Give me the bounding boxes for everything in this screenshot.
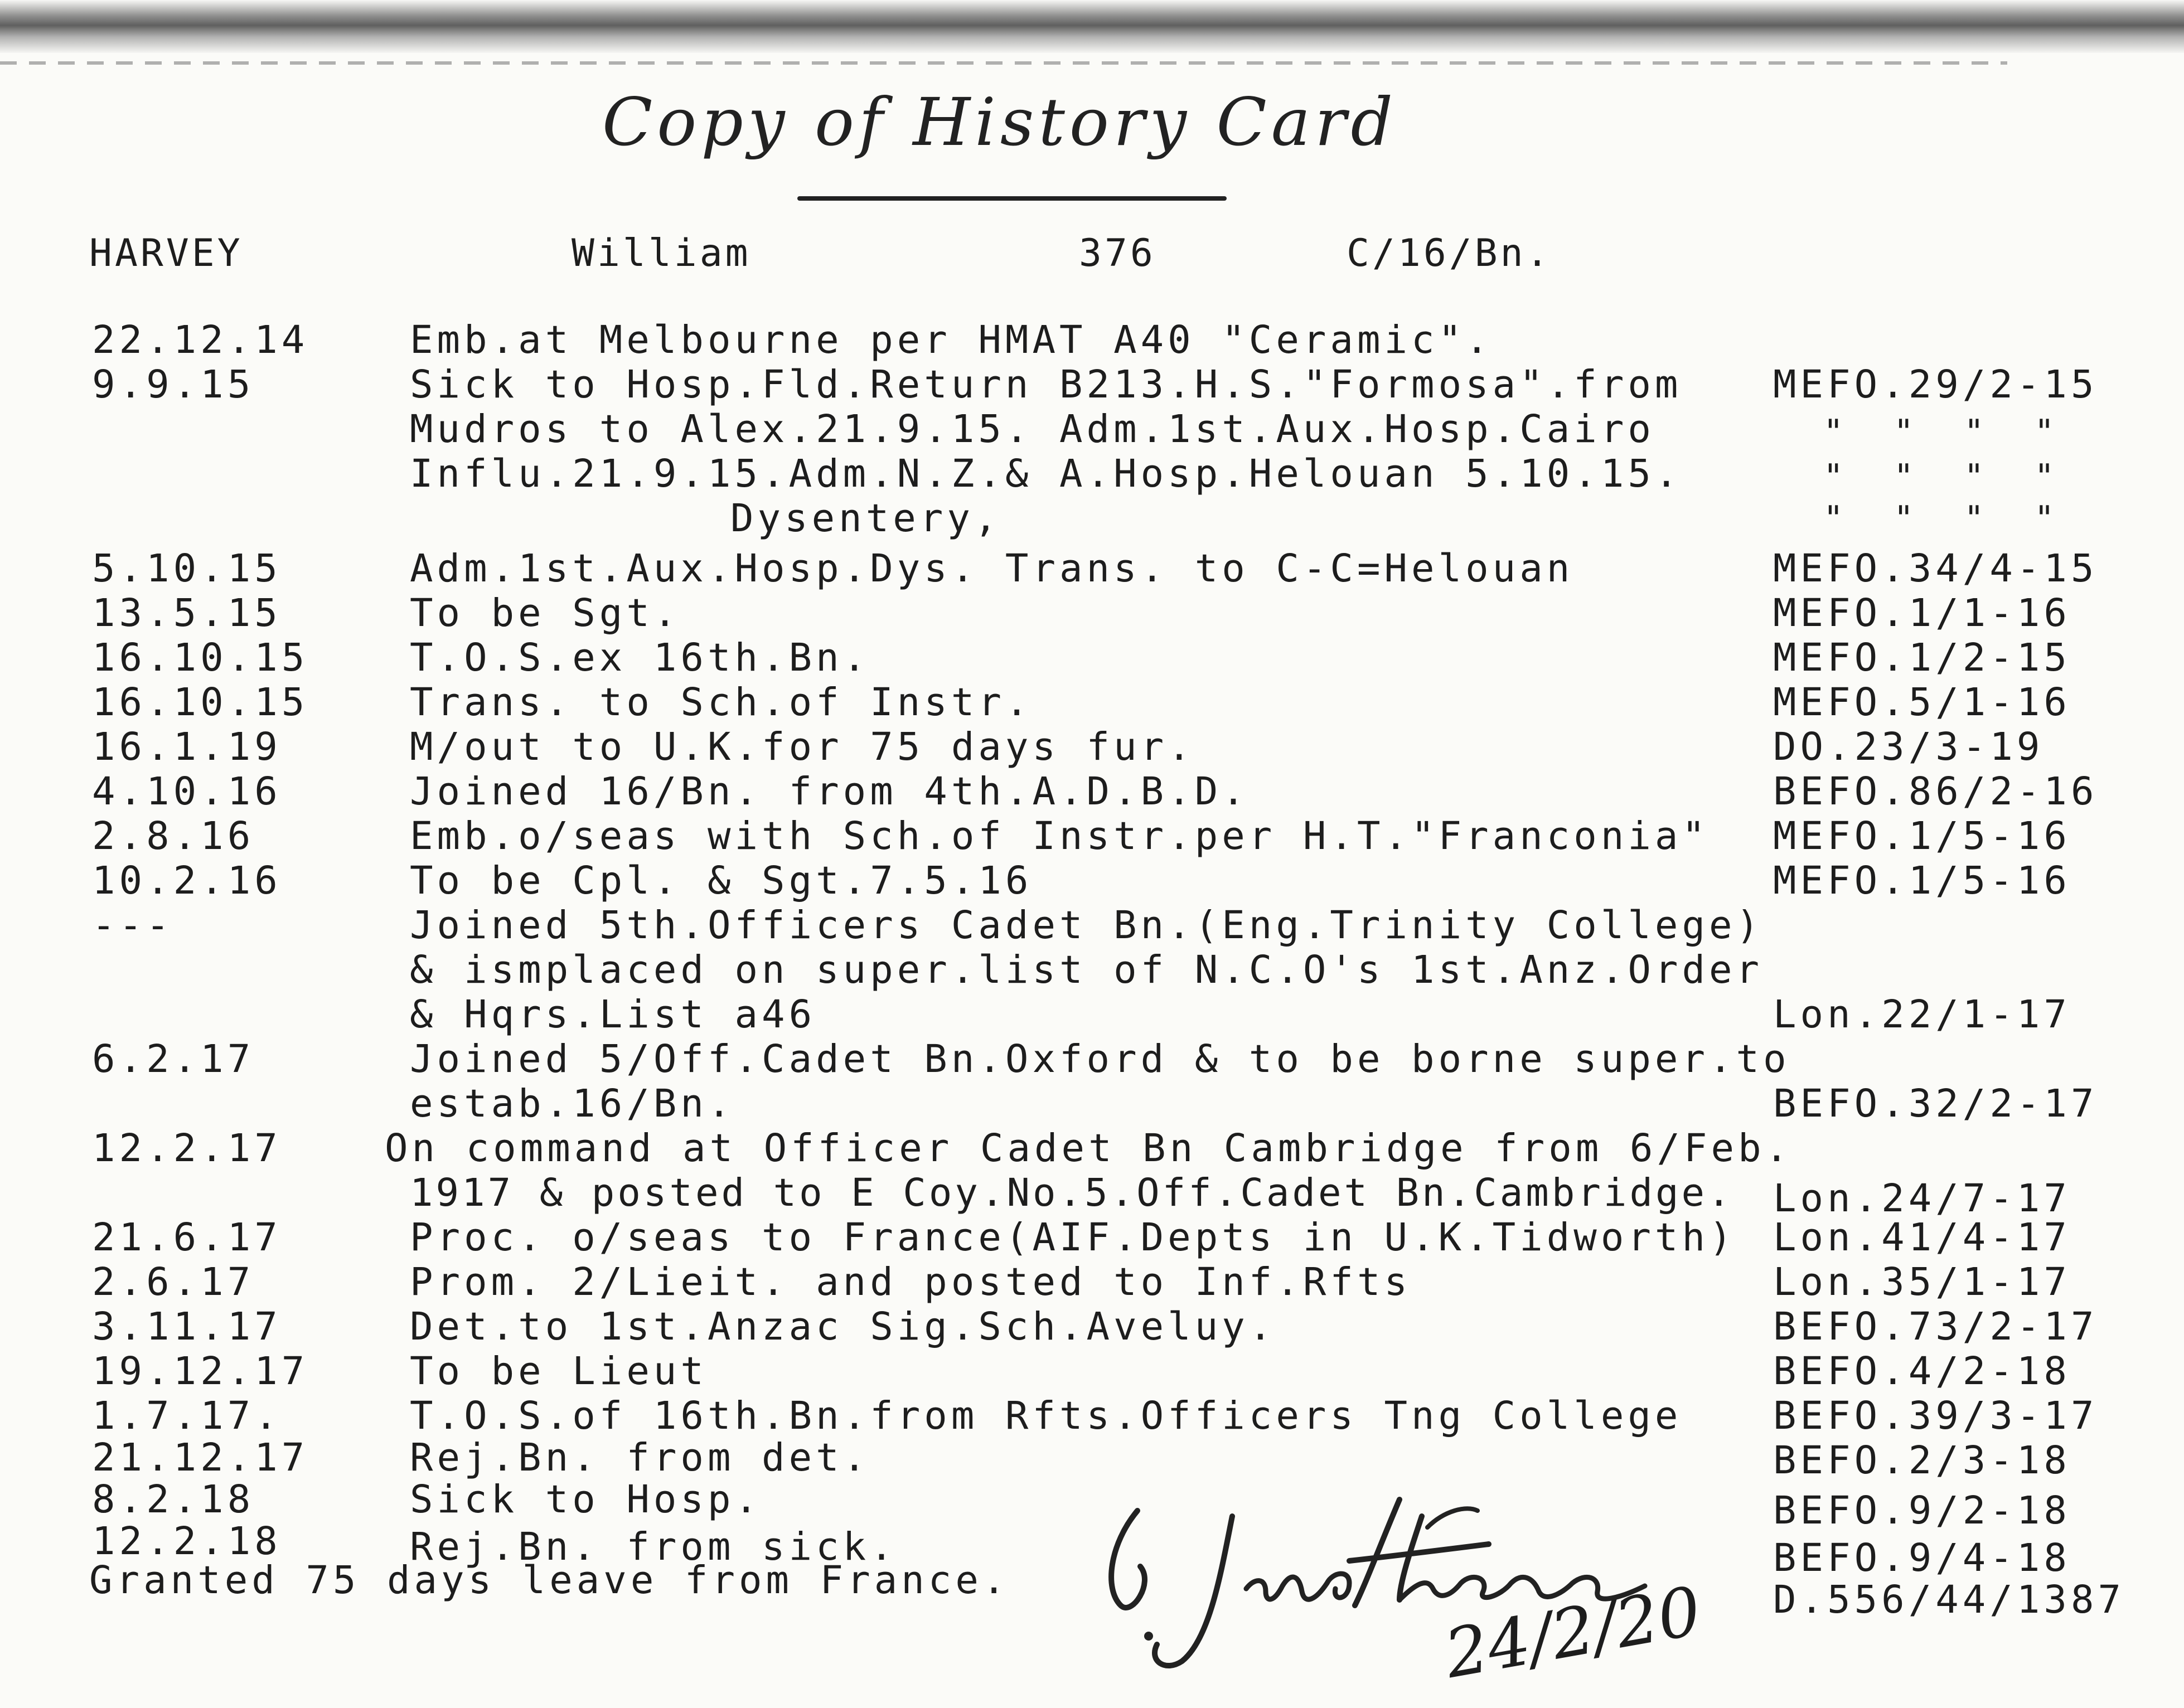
- entry-date: 16.10.15: [92, 635, 309, 680]
- entry-text: Prom. 2/Lieit. and posted to Inf.Rfts: [410, 1260, 1412, 1304]
- entry-text: M/out to U.K.for 75 days fur.: [410, 725, 1195, 769]
- entry-ref: BEFO.32/2-17: [1773, 1081, 2098, 1126]
- entry-text: To be Lieut: [410, 1349, 708, 1394]
- entry-date: 16.1.19: [92, 725, 282, 769]
- signature-date: 24/2/20: [1439, 1572, 1707, 1694]
- scan-top-edge: [0, 0, 2184, 53]
- entry-text: 1917 & posted to E Coy.No.5.Off.Cadet Bn.Cambridge.: [410, 1171, 1733, 1215]
- entry-ref: MEFO.29/2-15: [1773, 362, 2098, 407]
- entry-text: Joined 5th.Officers Cadet Bn.(Eng.Trinity College): [410, 903, 1764, 948]
- entry-date: 8.2.18: [92, 1477, 255, 1522]
- entry-text: Adm.1st.Aux.Hosp.Dys. Trans. to C-C=Helouan: [410, 546, 1574, 591]
- entry-text: Proc. o/seas to France(AIF.Depts in U.K.Tidworth): [410, 1215, 1736, 1260]
- leave-note: Granted 75 days leave from France.: [89, 1558, 1010, 1603]
- ditto-marks: """": [1823, 457, 2105, 496]
- entry-ref: MEFO.1/5-16: [1773, 814, 2071, 858]
- entry-date: 1.7.17.: [92, 1394, 282, 1438]
- entry-text: Rej.Bn. from sick.: [410, 1525, 897, 1569]
- final-reference: D.556/44/1387: [1773, 1578, 2125, 1622]
- entry-text: & Hqrs.List a46: [410, 992, 816, 1037]
- entry-text: Joined 16/Bn. from 4th.A.D.B.D.: [410, 769, 1249, 814]
- entry-ref: BEFO.86/2-16: [1773, 769, 2098, 814]
- entry-date: 9.9.15: [92, 362, 255, 407]
- entry-text: T.O.S.ex 16th.Bn.: [410, 635, 870, 680]
- scan-dashed-line: [0, 61, 2007, 65]
- entry-text: Dysentery,: [730, 496, 1001, 541]
- entry-ref: BEFO.9/2-18: [1773, 1488, 2071, 1533]
- entry-ref: Lon.35/1-17: [1773, 1260, 2071, 1304]
- entry-text: Trans. to Sch.of Instr.: [410, 680, 1033, 725]
- entry-text: Sick to Hosp.Fld.Return B213.H.S."Formosa".from: [410, 362, 1682, 407]
- entry-ref: BEFO.9/4-18: [1773, 1536, 2071, 1580]
- entry-text: To be Cpl. & Sgt.7.5.16: [410, 858, 1033, 903]
- entry-date: 21.12.17: [92, 1435, 309, 1480]
- entry-text: Sick to Hosp.: [410, 1477, 762, 1522]
- entry-ref: MEFO.1/5-16: [1773, 858, 2071, 903]
- entry-ref: BEFO.39/3-17: [1773, 1394, 2098, 1438]
- surname: HARVEY: [89, 231, 243, 275]
- document-title: Copy of History Card: [602, 84, 1398, 161]
- entry-date: 13.5.15: [92, 591, 282, 635]
- given-name: William: [572, 231, 751, 275]
- entry-date: 12.2.18: [92, 1519, 282, 1564]
- entry-ref: MEFO.1/1-16: [1773, 591, 2071, 635]
- entry-text: Mudros to Alex.21.9.15. Adm.1st.Aux.Hosp.Cairo: [410, 407, 1655, 452]
- entry-text: Joined 5/Off.Cadet Bn.Oxford & to be borne super.to: [410, 1037, 1790, 1081]
- entry-ref: Lon.24/7-17: [1773, 1176, 2071, 1221]
- entry-date: 16.10.15: [92, 680, 309, 725]
- entry-date: 22.12.14: [92, 318, 309, 362]
- entry-text: T.O.S.of 16th.Bn.from Rfts.Officers Tng College: [410, 1394, 1682, 1438]
- title-underline: [797, 196, 1227, 201]
- entry-text: Emb.o/seas with Sch.of Instr.per H.T."Franconia": [410, 814, 1709, 858]
- entry-ref: BEFO.2/3-18: [1773, 1438, 2071, 1483]
- entry-date: 19.12.17: [92, 1349, 309, 1394]
- entry-date: 10.2.16: [92, 858, 282, 903]
- entry-ref: MEFO.34/4-15: [1773, 546, 2098, 591]
- entry-text: Rej.Bn. from det.: [410, 1435, 870, 1480]
- entry-ref: Lon.22/1-17: [1773, 992, 2071, 1037]
- entry-text: estab.16/Bn.: [410, 1081, 735, 1126]
- entry-date: 21.6.17: [92, 1215, 282, 1260]
- service-number: 376: [1079, 231, 1156, 275]
- entry-ref: MEFO.1/2-15: [1773, 635, 2071, 680]
- entry-ref: Lon.41/4-17: [1773, 1215, 2071, 1260]
- ditto-marks: """": [1823, 499, 2105, 538]
- unit: C/16/Bn.: [1347, 231, 1552, 275]
- entry-ref: DO.23/3-19: [1773, 725, 2044, 769]
- entry-date: ---: [92, 903, 173, 948]
- entry-date: 5.10.15: [92, 546, 282, 591]
- entry-date: 6.2.17: [92, 1037, 255, 1081]
- entry-date: 2.8.16: [92, 814, 255, 858]
- entry-date: 12.2.17: [92, 1126, 282, 1171]
- entry-text: On command at Officer Cadet Bn Cambridge from 6/Feb.: [385, 1126, 1793, 1171]
- entry-text: Influ.21.9.15.Adm.N.Z.& A.Hosp.Helouan 5.10.15.: [410, 452, 1682, 496]
- entry-text: & ismplaced on super.list of N.C.O's 1st.Anz.Order: [410, 948, 1764, 992]
- entry-text: To be Sgt.: [410, 591, 681, 635]
- entry-ref: BEFO.4/2-18: [1773, 1349, 2071, 1394]
- entry-text: Emb.at Melbourne per HMAT A40 "Ceramic".: [410, 318, 1493, 362]
- entry-date: 2.6.17: [92, 1260, 255, 1304]
- entry-text: Det.to 1st.Anzac Sig.Sch.Aveluy.: [410, 1304, 1276, 1349]
- entry-ref: BEFO.73/2-17: [1773, 1304, 2098, 1349]
- entry-ref: MEFO.5/1-16: [1773, 680, 2071, 725]
- ditto-marks: """": [1823, 413, 2105, 452]
- entry-date: 3.11.17: [92, 1304, 282, 1349]
- entry-date: 4.10.16: [92, 769, 282, 814]
